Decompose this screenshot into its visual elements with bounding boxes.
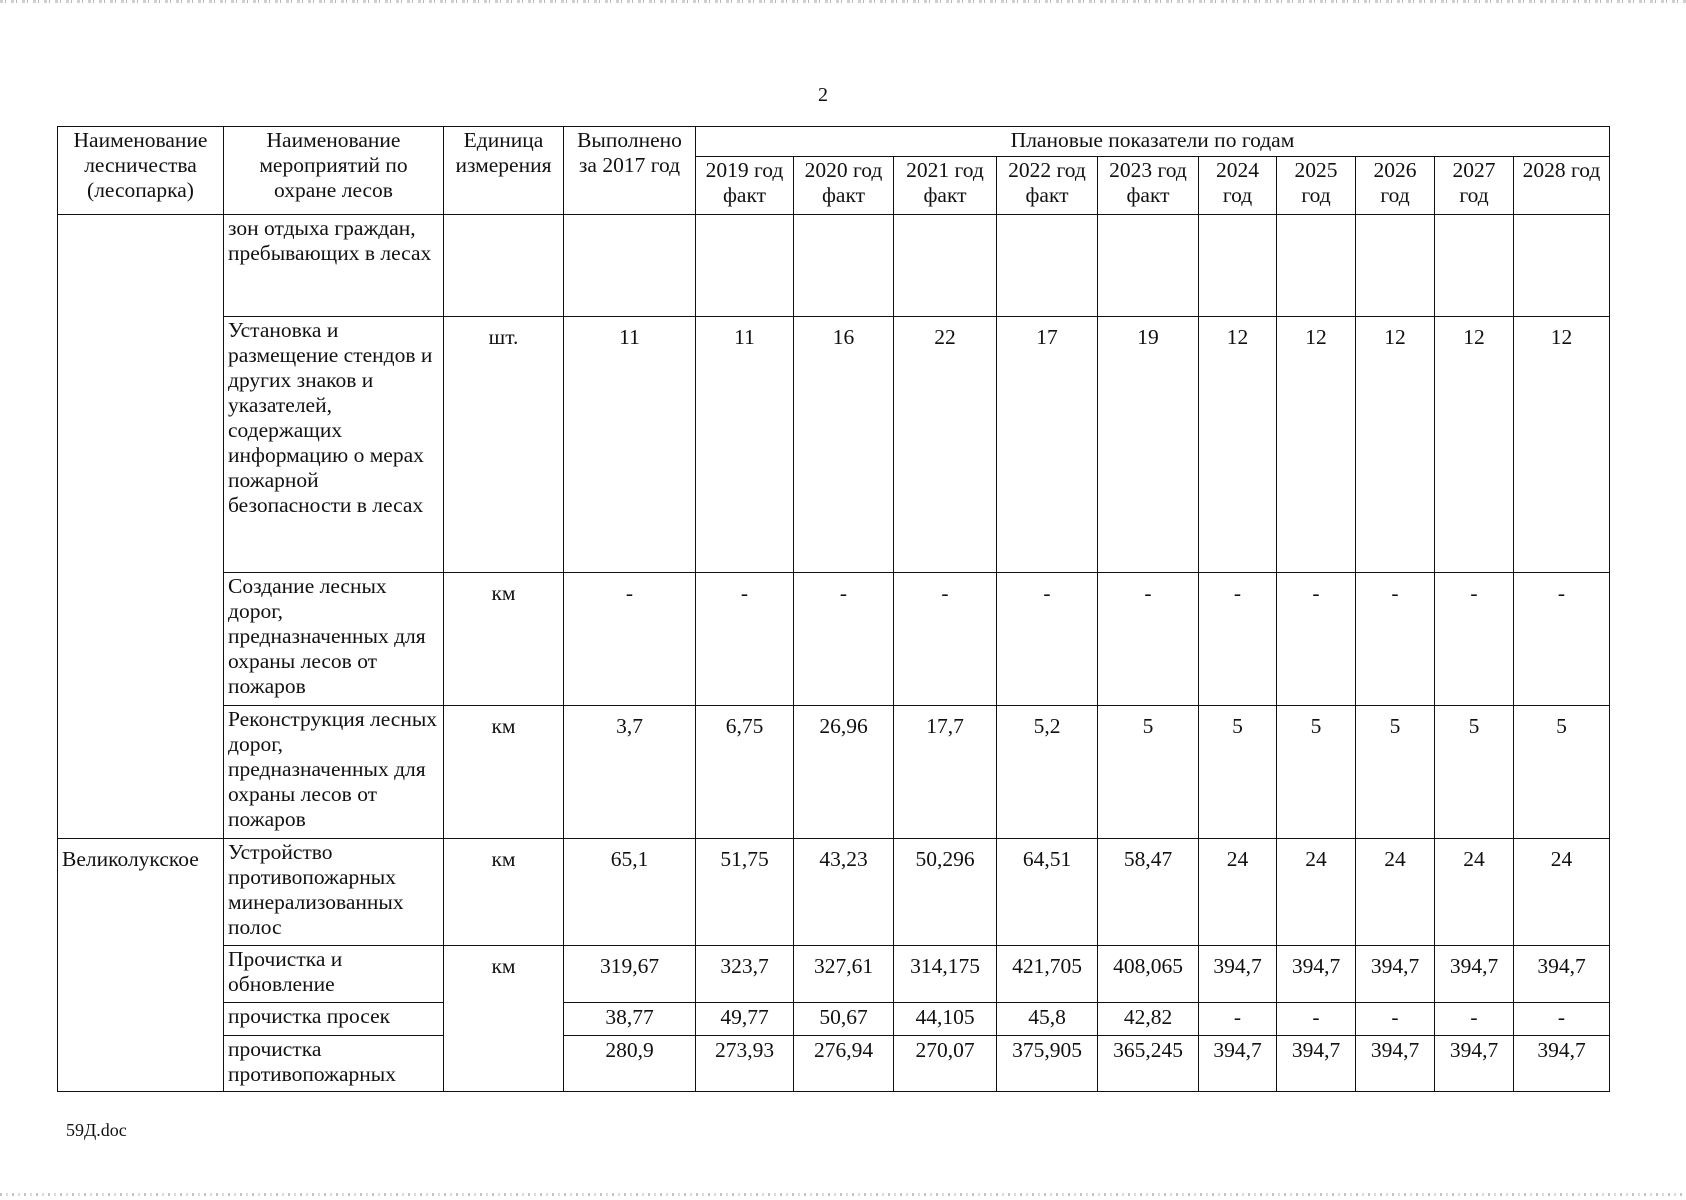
value-cell: 314,175 [894, 946, 997, 1003]
value-cell: - [1514, 573, 1610, 706]
header-year: 2021 год факт [894, 157, 997, 215]
value-cell: 394,7 [1435, 946, 1514, 1003]
activity-cell: Реконструкция лесных дорог, предназначенных для охраны лесов от пожаров [224, 706, 444, 839]
header-year: 2026 год [1356, 157, 1435, 215]
table-row [58, 215, 1610, 317]
value-cell: 394,7 [1435, 1036, 1514, 1092]
value-cell: - [894, 573, 997, 706]
value-cell: 394,7 [1277, 1036, 1356, 1092]
unit-cell: шт. [444, 317, 564, 573]
activity-cell: Создание лесных дорог, предназначенных для охраны лесов от пожаров [224, 573, 444, 706]
value-cell: 58,47 [1098, 839, 1199, 946]
value-cell: 12 [1356, 317, 1435, 573]
header-forestry: Наименование лесничества (лесопарка) [58, 127, 224, 215]
value-cell: 12 [1514, 317, 1610, 573]
activity-cell: зон отдыха граждан, пребывающих в лесах [224, 215, 444, 317]
activity-cell: прочистка просек [224, 1003, 444, 1036]
value-cell: 44,105 [894, 1003, 997, 1036]
table-row [58, 839, 1610, 946]
value-cell: - [997, 573, 1098, 706]
value-cell: 17,7 [894, 706, 997, 839]
value-cell: 42,82 [1098, 1003, 1199, 1036]
value-cell [1098, 215, 1199, 317]
value-cell: 24 [1435, 839, 1514, 946]
done-cell: 65,1 [564, 839, 696, 946]
header-year: 2028 год [1514, 157, 1610, 215]
value-cell: 394,7 [1514, 1036, 1610, 1092]
header-plan: Плановые показатели по годам [696, 127, 1610, 157]
value-cell [1199, 215, 1277, 317]
value-cell: 327,61 [794, 946, 894, 1003]
value-cell: 276,94 [794, 1036, 894, 1092]
value-cell: 5 [1098, 706, 1199, 839]
value-cell: - [1199, 573, 1277, 706]
value-cell: 45,8 [997, 1003, 1098, 1036]
value-cell: - [1435, 1003, 1514, 1036]
header-year: 2023 год факт [1098, 157, 1199, 215]
value-cell: 50,67 [794, 1003, 894, 1036]
value-cell: 5 [1356, 706, 1435, 839]
value-cell: 24 [1277, 839, 1356, 946]
value-cell: - [1098, 573, 1199, 706]
value-cell: - [1277, 573, 1356, 706]
scan-edge-bottom [0, 1193, 1686, 1196]
value-cell: - [1514, 1003, 1610, 1036]
header-year: 2027 год [1435, 157, 1514, 215]
header-year: 2020 год факт [794, 157, 894, 215]
value-cell: 365,245 [1098, 1036, 1199, 1092]
value-cell: - [794, 573, 894, 706]
unit-cell: км [444, 573, 564, 706]
value-cell: 394,7 [1277, 946, 1356, 1003]
value-cell: 270,07 [894, 1036, 997, 1092]
value-cell: 6,75 [696, 706, 794, 839]
document-filename: 59Д.doc [66, 1120, 127, 1140]
forestry-cell-empty [58, 215, 224, 839]
value-cell: 17 [997, 317, 1098, 573]
value-cell: 19 [1098, 317, 1199, 573]
unit-cell: км [444, 946, 564, 1092]
value-cell: 421,705 [997, 946, 1098, 1003]
forest-protection-table [57, 126, 1610, 1092]
activity-cell: Прочистка и обновление [224, 946, 444, 1003]
done-cell: 11 [564, 317, 696, 573]
done-cell: 280,9 [564, 1036, 696, 1092]
value-cell [1356, 215, 1435, 317]
value-cell: 24 [1356, 839, 1435, 946]
value-cell [794, 215, 894, 317]
table-row [58, 573, 1610, 706]
value-cell: - [1356, 1003, 1435, 1036]
value-cell: 394,7 [1514, 946, 1610, 1003]
value-cell [1435, 215, 1514, 317]
header-year: 2022 год факт [997, 157, 1098, 215]
value-cell: 12 [1199, 317, 1277, 573]
value-cell: 5 [1277, 706, 1356, 839]
value-cell: 24 [1199, 839, 1277, 946]
value-cell: 12 [1277, 317, 1356, 573]
header-activity: Наименование мероприятий по охране лесов [224, 127, 444, 215]
value-cell [696, 215, 794, 317]
value-cell: 11 [696, 317, 794, 573]
done-cell: 319,67 [564, 946, 696, 1003]
header-year: 2025 год [1277, 157, 1356, 215]
header-unit: Единица измерения [444, 127, 564, 215]
activity-cell: Устройство противопожарных минерализованных полос [224, 839, 444, 946]
value-cell: 273,93 [696, 1036, 794, 1092]
value-cell: 43,23 [794, 839, 894, 946]
value-cell: - [1356, 573, 1435, 706]
value-cell: 16 [794, 317, 894, 573]
table-row [58, 1036, 1610, 1092]
value-cell: - [1277, 1003, 1356, 1036]
activity-cell: Установка и размещение стендов и других знаков и указателей, содержащих информацию о мерах пожарной безопасности в лесах [224, 317, 444, 573]
value-cell [997, 215, 1098, 317]
unit-cell: км [444, 839, 564, 946]
value-cell: 323,7 [696, 946, 794, 1003]
value-cell: 24 [1514, 839, 1610, 946]
value-cell: 64,51 [997, 839, 1098, 946]
table-row [58, 706, 1610, 839]
forestry-cell: Великолукское [58, 839, 224, 1092]
unit-cell: км [444, 706, 564, 839]
table-row [58, 946, 1610, 1003]
header-row [58, 127, 1610, 157]
table-row [58, 317, 1610, 573]
value-cell: 394,7 [1199, 1036, 1277, 1092]
done-cell: 3,7 [564, 706, 696, 839]
value-cell: 408,065 [1098, 946, 1199, 1003]
value-cell: 5 [1199, 706, 1277, 839]
value-cell: 50,296 [894, 839, 997, 946]
value-cell: 26,96 [794, 706, 894, 839]
done-cell: 38,77 [564, 1003, 696, 1036]
value-cell: - [696, 573, 794, 706]
value-cell: - [1199, 1003, 1277, 1036]
value-cell: 12 [1435, 317, 1514, 573]
value-cell [1514, 215, 1610, 317]
activity-cell: прочистка противопожарных [224, 1036, 444, 1092]
page-number: 2 [818, 84, 828, 106]
unit-cell [444, 215, 564, 317]
done-cell [564, 215, 696, 317]
value-cell: 375,905 [997, 1036, 1098, 1092]
header-year: 2024 год [1199, 157, 1277, 215]
value-cell: - [1435, 573, 1514, 706]
value-cell: 49,77 [696, 1003, 794, 1036]
value-cell [894, 215, 997, 317]
header-done-2017: Выполнено за 2017 год [564, 127, 696, 215]
done-cell: - [564, 573, 696, 706]
value-cell: 51,75 [696, 839, 794, 946]
value-cell: 394,7 [1199, 946, 1277, 1003]
value-cell [1277, 215, 1356, 317]
value-cell: 22 [894, 317, 997, 573]
scan-edge-top [0, 0, 1686, 3]
header-year: 2019 год факт [696, 157, 794, 215]
value-cell: 394,7 [1356, 946, 1435, 1003]
value-cell: 5 [1435, 706, 1514, 839]
table-row [58, 1003, 1610, 1036]
value-cell: 5,2 [997, 706, 1098, 839]
value-cell: 5 [1514, 706, 1610, 839]
value-cell: 394,7 [1356, 1036, 1435, 1092]
